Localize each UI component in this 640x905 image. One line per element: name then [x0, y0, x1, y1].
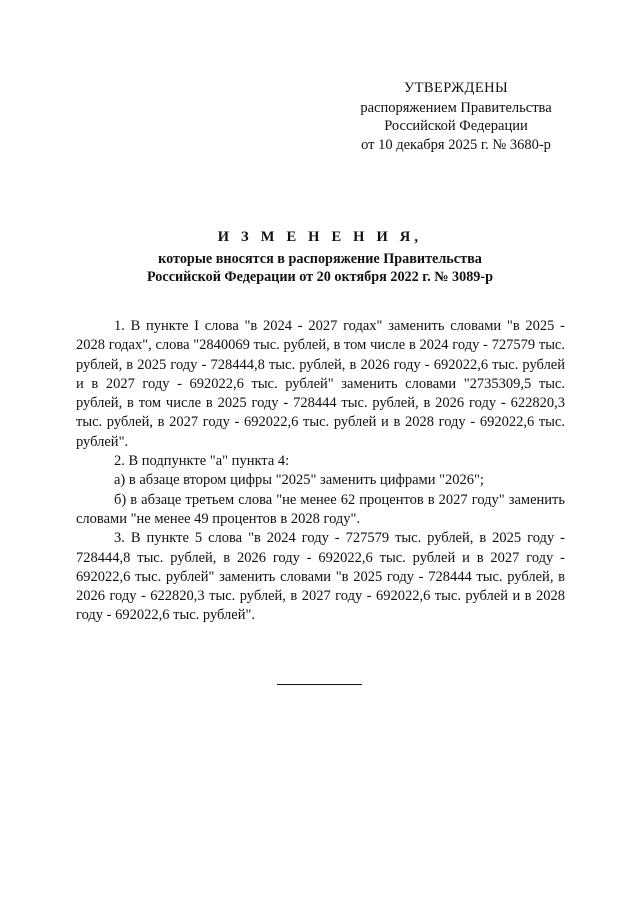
approval-line-1: распоряжением Правительства — [360, 99, 552, 116]
document-title: И З М Е Н Е Н И Я, — [217, 229, 423, 245]
paragraph-item-3: 3. В пункте 5 слова "в 2024 году - 727579 тыс. рублей, в 2025 году - 728444,8 тыс. рублей, в 2026 году - 692022,6 тыс. рублей и в 2027 году - 692022,6 тыс. рублей" заменить словами "в 2025 году - 728444 тыс. рублей, в 2026 году - 622820,3 тыс. рублей, в 2027 году - 692022,6 тыс. рублей и в 2028 году - 692022,6 тыс. рублей". — [76, 530, 565, 624]
paragraph-item-1: 1. В пункте I слова "в 2024 - 2027 годах" заменить словами "в 2025 - 2028 годах", слова "2840069 тыс. рублей, в том числе в 2024 году - 727579 тыс. рублей, в 2025 году - 728444,8 тыс. рублей, в 2026 году - 692022,6 тыс. рублей и в 2027 году - 692022,6 тыс. рублей" заменить словами "2735309,5 тыс. рублей, в том числе в 2025 году - 728444 тыс. рублей, в 2026 году - 622820,3 тыс. рублей, в 2027 году - 692022,6 тыс. рублей и в 2028 году - 692022,6 тыс. рублей". — [76, 318, 565, 450]
document-subtitle-line-2: Российской Федерации от 20 октября 2022 г. № 3089-р — [146, 268, 493, 285]
approval-stamp — [350, 79, 562, 154]
approval-line-3: от 10 декабря 2025 г. № 3680-р — [361, 136, 551, 153]
approval-title: УТВЕРЖДЕНЫ — [403, 80, 509, 96]
approval-line-2: Российской Федерации — [384, 118, 528, 134]
document-body — [76, 317, 565, 626]
document-heading — [60, 228, 580, 286]
document-subtitle-line-1: которые вносятся в распоряжение Правительства — [158, 251, 482, 267]
paragraph-item-2: 2. В подпункте "а" пункта 4: — [114, 453, 290, 470]
paragraph-item-2a: а) в абзаце втором цифры "2025" заменить цифрами "2026"; — [114, 472, 484, 489]
end-separator-line — [277, 684, 362, 685]
paragraph-item-2b: б) в абзаце третьем слова "не менее 62 процентов в 2027 году" заменить словами "не менее 49 процентов в 2028 году". — [76, 491, 565, 527]
